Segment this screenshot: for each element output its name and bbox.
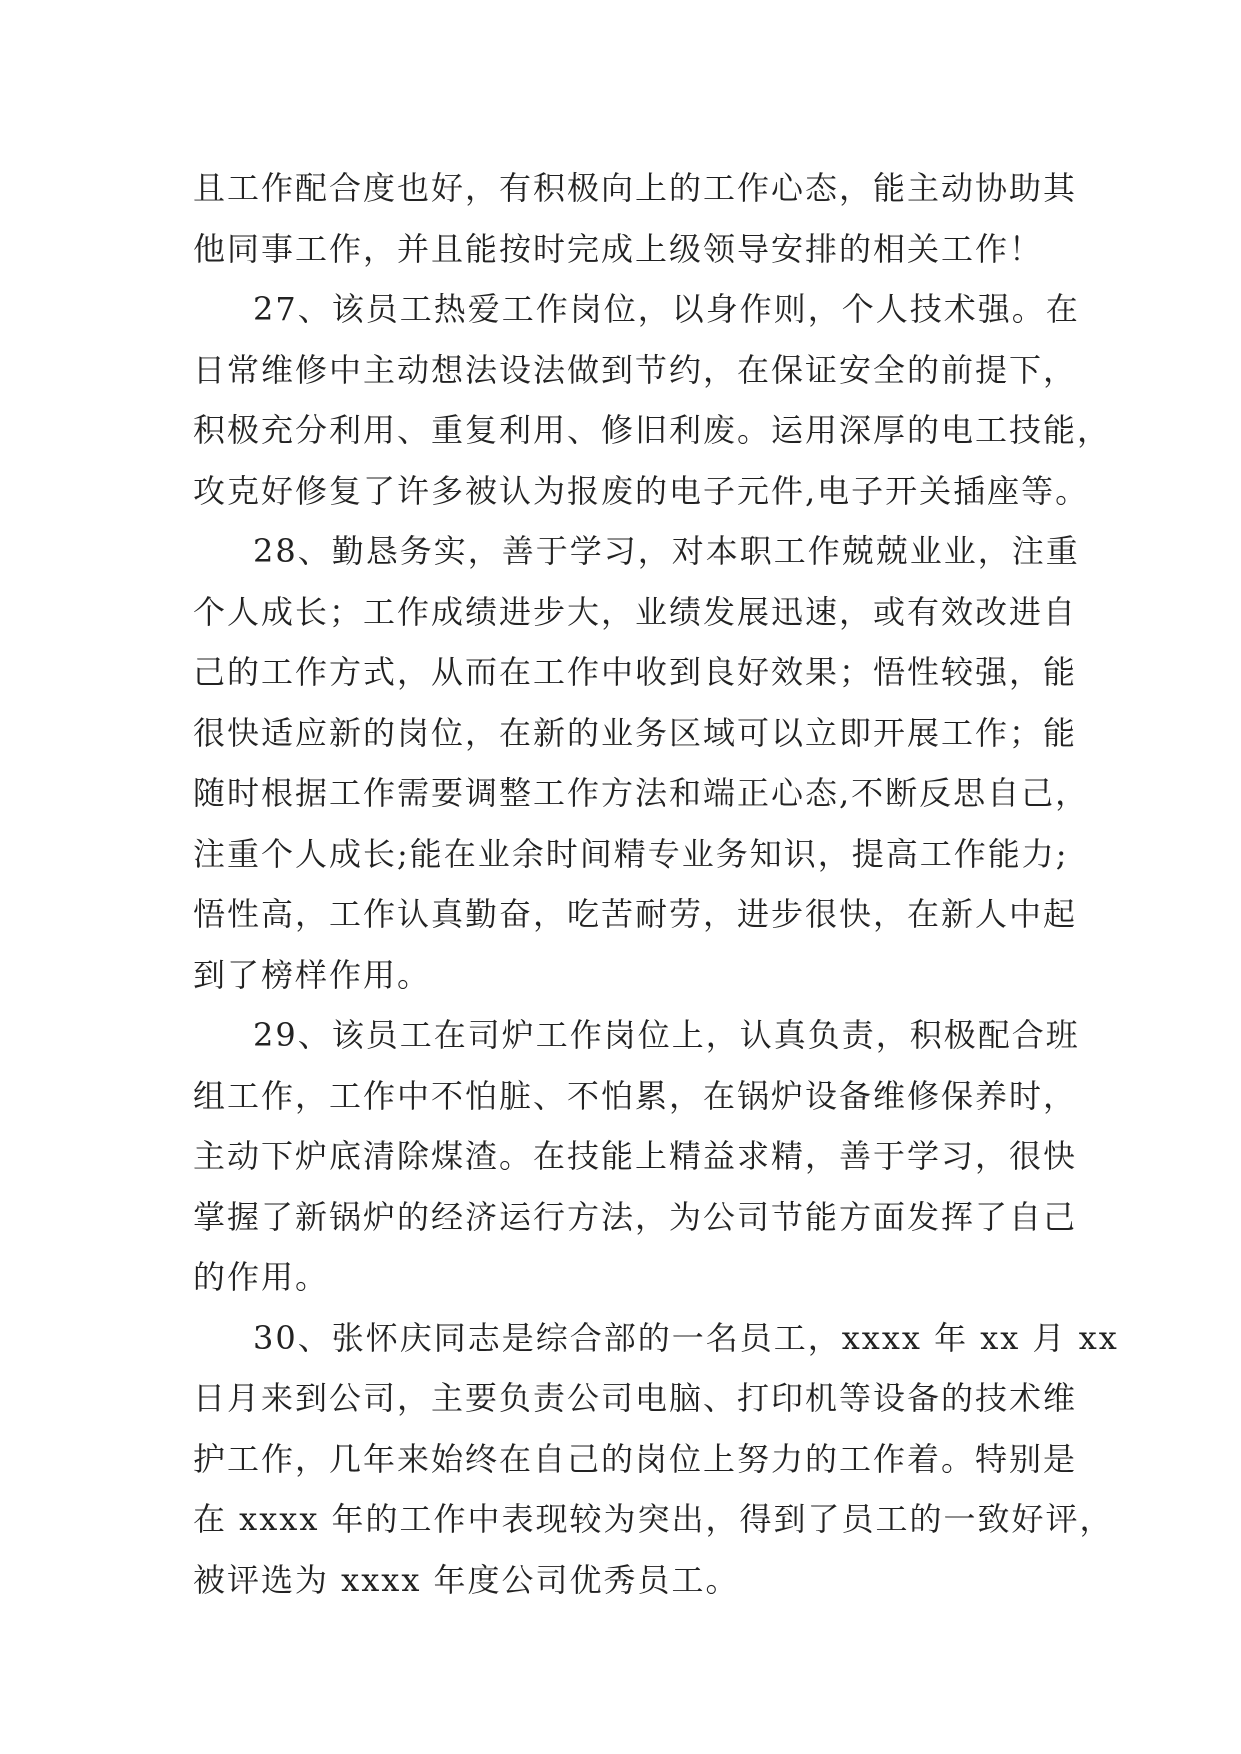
text-line: 且工作配合度也好，有积极向上的工作心态，能主动协助其 bbox=[193, 169, 1078, 207]
text-line: 组工作，工作中不怕脏、不怕累，在锅炉设备维修保养时， bbox=[193, 1076, 1078, 1115]
text-line: 个人成长；工作成绩进步大，业绩发展迅速，或有效改进自 bbox=[193, 592, 1078, 631]
paragraph-30-start: 30、张怀庆同志是综合部的一名员工，xxxx 年 xx 月 xx bbox=[253, 1318, 1119, 1357]
text-line: 日月来到公司，主要负责公司电脑、打印机等设备的技术维 bbox=[193, 1379, 1078, 1417]
text-line: 日常维修中主动想法设法做到节约，在保证安全的前提下， bbox=[193, 350, 1078, 389]
text-line: 的作用。 bbox=[193, 1258, 330, 1296]
paragraph-27-start: 27、该员工热爱工作岗位，以身作则，个人技术强。在 bbox=[253, 290, 1080, 328]
text-line: 注重个人成长;能在业余时间精专业务知识，提高工作能力; bbox=[193, 834, 1069, 873]
text-line: 悟性高，工作认真勤奋，吃苦耐劳，进步很快，在新人中起 bbox=[193, 895, 1078, 933]
text-line: 到了榜样作用。 bbox=[193, 955, 432, 994]
paragraph-29-start: 29、该员工在司炉工作岗位上，认真负责，积极配合班 bbox=[253, 1016, 1080, 1054]
text-line: 积极充分利用、重复利用、修旧利废。运用深厚的电工技能， bbox=[193, 411, 1112, 449]
text-line: 在 xxxx 年的工作中表现较为突出，得到了员工的一致好评， bbox=[193, 1500, 1114, 1538]
text-line: 他同事工作，并且能按时完成上级领导安排的相关工作！ bbox=[193, 229, 1044, 268]
text-line: 掌握了新锅炉的经济运行方法，为公司节能方面发挥了自己 bbox=[193, 1197, 1078, 1236]
text-line: 被评选为 xxxx 年度公司优秀员工。 bbox=[193, 1560, 740, 1599]
text-line: 己的工作方式，从而在工作中收到良好效果；悟性较强，能 bbox=[193, 653, 1078, 691]
text-line: 攻克好修复了许多被认为报废的电子元件,电子开关插座等。 bbox=[193, 471, 1090, 510]
text-line: 主动下炉底清除煤渣。在技能上精益求精，善于学习，很快 bbox=[193, 1137, 1078, 1175]
text-line: 护工作，几年来始终在自己的岗位上努力的工作着。特别是 bbox=[193, 1439, 1078, 1478]
paragraph-28-start: 28、勤恳务实，善于学习，对本职工作兢兢业业，注重 bbox=[253, 532, 1080, 570]
text-line: 很快适应新的岗位，在新的业务区域可以立即开展工作；能 bbox=[193, 713, 1078, 752]
document-body bbox=[193, 158, 1119, 1610]
text-line: 随时根据工作需要调整工作方法和端正心态,不断反思自己， bbox=[193, 774, 1090, 812]
